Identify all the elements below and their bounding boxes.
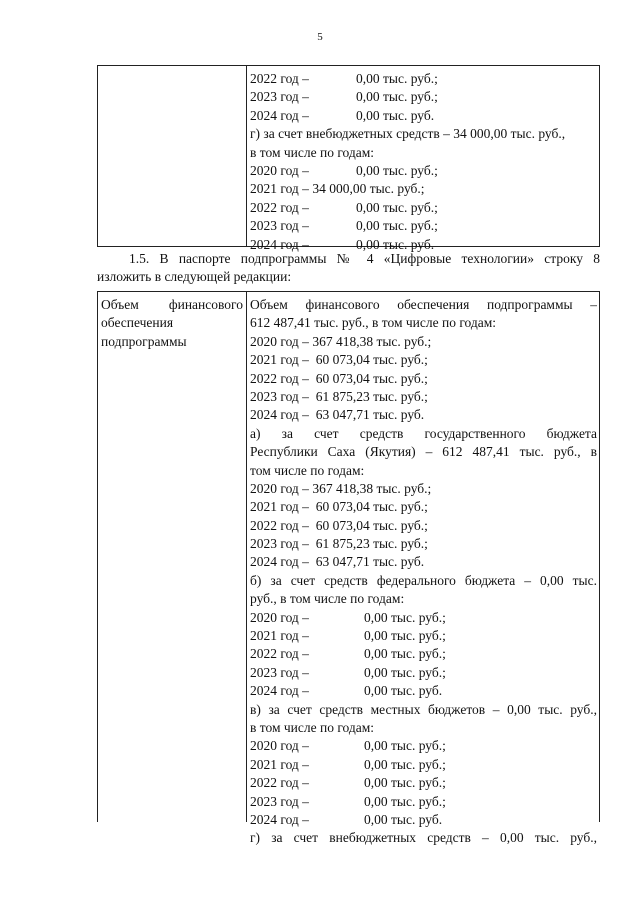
page-number: 5	[317, 31, 323, 43]
list-item: 2023 год – 0,00 тыс. руб.;	[250, 89, 438, 105]
list-item: 2024 год – 63 047,71 тыс. руб.	[250, 554, 425, 570]
list-item: 2021 год – 0,00 тыс. руб.;	[250, 628, 446, 644]
list-item: 2020 год – 0,00 тыс. руб.;	[250, 162, 438, 178]
section-heading: в том числе по годам:	[250, 719, 375, 735]
list-item: 2024 год – 0,00 тыс. руб.	[250, 107, 435, 123]
section-heading: в) за счет средств местных бюджетов – 0,00 тыс. руб.,	[250, 701, 597, 717]
paragraph-line: 1.5. В паспорте подпрограммы № 4 «Цифровые технологии» строку 8	[129, 251, 600, 266]
list-item: 2023 год – 61 875,23 тыс. руб.;	[250, 536, 428, 552]
list-item: 2021 год – 34 000,00 тыс. руб.;	[250, 181, 425, 197]
list-item: 2022 год – 0,00 тыс. руб.;	[250, 646, 446, 662]
section-heading: г) за счет внебюджетных средств – 34 000,00 тыс. руб.,	[250, 126, 566, 142]
list-item: 2023 год – 0,00 тыс. руб.;	[250, 664, 446, 680]
list-item: 2023 год – 0,00 тыс. руб.;	[250, 793, 446, 809]
list-item: 2024 год – 0,00 тыс. руб.	[250, 236, 435, 252]
section-heading: б) за счет средств федерального бюджета – 0,00 тыс.	[250, 572, 597, 588]
list-item: 2022 год – 60 073,04 тыс. руб.;	[250, 370, 428, 386]
list-item: 2020 год – 0,00 тыс. руб.;	[250, 609, 446, 625]
list-item: 2021 год – 0,00 тыс. руб.;	[250, 756, 446, 772]
table-left-column	[98, 66, 247, 246]
table-continuation	[97, 65, 600, 252]
list-item: 2021 год – 60 073,04 тыс. руб.;	[250, 352, 428, 368]
text-line: 612 487,41 тыс. руб., в том числе по годам:	[250, 315, 497, 331]
list-item: 2022 год – 0,00 тыс. руб.;	[250, 71, 438, 86]
list-item: 2020 год – 367 418,38 тыс. руб.;	[250, 480, 432, 496]
section-heading: г) за счет внебюджетных средств – 0,00 тыс. руб.,	[250, 830, 597, 846]
table-right-column	[250, 70, 597, 254]
section-heading: а) за счет средств государственного бюджета	[250, 425, 597, 441]
list-item: 2024 год – 63 047,71 тыс. руб.	[250, 407, 425, 423]
list-item: 2020 год – 0,00 тыс. руб.;	[250, 738, 446, 754]
list-item: 2024 год – 0,00 тыс. руб.	[250, 683, 443, 699]
list-item: 2023 год – 61 875,23 тыс. руб.;	[250, 388, 428, 404]
list-item: 2020 год – 367 418,38 тыс. руб.;	[250, 333, 432, 349]
section-heading: том числе по годам:	[250, 462, 365, 478]
list-item: 2022 год – 0,00 тыс. руб.;	[250, 775, 446, 791]
table-funding	[97, 291, 600, 846]
paragraph-line: изложить в следующей редакции:	[97, 269, 292, 284]
text-line: Объем финансового обеспечения подпрограммы –	[250, 297, 597, 312]
section-heading: в том числе по годам:	[250, 144, 375, 160]
list-item: 2023 год – 0,00 тыс. руб.;	[250, 218, 438, 234]
table-right-column	[250, 296, 597, 848]
list-item: 2021 год – 60 073,04 тыс. руб.;	[250, 499, 428, 515]
list-item: 2022 год – 0,00 тыс. руб.;	[250, 199, 438, 215]
section-heading: Республики Саха (Якутия) – 612 487,41 тыс. руб., в	[250, 444, 597, 460]
table-left-column	[98, 292, 247, 822]
row-label: Объем финансового обеспечения подпрограммы	[101, 297, 243, 349]
list-item: 2024 год – 0,00 тыс. руб.	[250, 811, 443, 827]
section-heading: руб., в том числе по годам:	[250, 591, 405, 607]
list-item: 2022 год – 60 073,04 тыс. руб.;	[250, 517, 428, 533]
